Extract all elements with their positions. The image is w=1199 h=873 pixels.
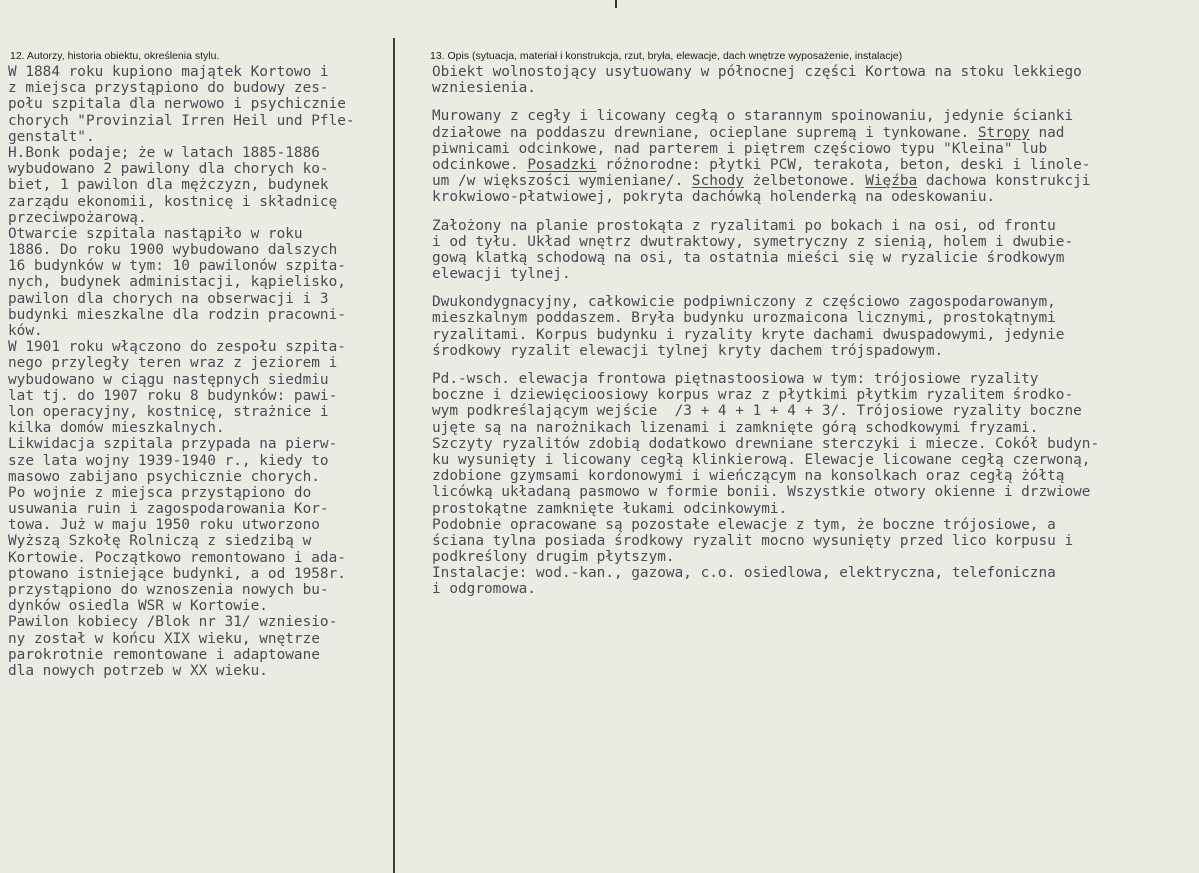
history-line: Po wojnie z miejsca przystąpiono do (8, 484, 312, 501)
history-line: W 1901 roku włączono do zespołu szpita- (8, 339, 346, 356)
description-line: licówką układaną pasmowo w formie bonii. Wszystkie otwory okienne i drzwiowe (432, 484, 1091, 501)
history-line: ny został w końcu XIX wieku, wnętrze (8, 630, 320, 647)
history-line: ków. (8, 323, 43, 339)
paragraph-gap (432, 96, 1192, 108)
history-line: Pawilon kobiecy /Blok nr 31/ wzniesio- (8, 614, 338, 631)
description-line: um /w większości wymieniane/. Schody żelbetonowe. Więźba dachowa konstrukcji (432, 173, 1091, 190)
history-line: H.Bonk podaje; że w latach 1885-1886 (8, 144, 320, 161)
paragraph-gap (432, 359, 1192, 371)
history-line: Likwidacja szpitala przypada na pierw- (8, 436, 338, 453)
history-line: W 1884 roku kupiono majątek Kortowo i (8, 64, 329, 80)
history-line: towa. Już w maju 1950 roku utworzono (8, 517, 320, 534)
description-line: wzniesienia. (432, 80, 536, 97)
description-text (432, 64, 1192, 598)
history-line: wybudowano 2 pawilony dla chorych ko- (8, 161, 329, 178)
description-line: Pd.-wsch. elewacja frontowa piętnastoosiowa w tym: trójosiowe ryzality (432, 371, 1039, 387)
history-line: nego przyległy teren wraz z jeziorem i (8, 355, 338, 372)
paragraph-gap (432, 206, 1192, 218)
history-line: połu szpitala dla nerwowo i psychicznie (8, 96, 346, 113)
description-line: Podobnie opracowane są pozostałe elewacje z tym, że boczne trójosiowe, a (432, 516, 1056, 533)
description-line: gową klatką schodową na osi, ta ostatnia mieści się w ryzalicie środkowym (432, 249, 1065, 266)
history-line: zarządu ekonomii, kostnicę i składnicę (8, 193, 338, 210)
description-line: ku wysunięty i licowany cegłą klinkierową. Elewacje licowane cegłą czerwoną, (432, 451, 1091, 468)
history-line: 1886. Do roku 1900 wybudowano dalszych (8, 242, 338, 259)
description-line: Założony na planie prostokąta z ryzalitami po bokach i na osi, od frontu (432, 217, 1056, 234)
history-line: nych, budynek administacji, kąpielisko, (8, 274, 346, 291)
underlined-term: Stropy (977, 124, 1030, 141)
description-line: piwnicami odcinkowe, nad parterem i piętrem częściowo typu "Kleina" lub (432, 140, 1048, 157)
field-13-header: 13. Opis (sytuacja, materiał i konstrukcja, rzut, bryła, elewacje, dach wnętrze wyposażenie, instalacje) (430, 50, 903, 62)
history-line: Otwarcie szpitala nastąpiło w roku (8, 225, 303, 242)
description-line: krokwiowo-płatwiowej, pokryta dachówką holenderką na odeskowaniu. (432, 189, 996, 206)
history-line: pawilon dla chorych na obserwacji i 3 (8, 290, 329, 307)
history-line: lat tj. do 1907 roku 8 budynków: pawi- (8, 387, 338, 404)
history-line: genstalt". (8, 128, 95, 145)
history-line: kilka domów mieszkalnych. (8, 420, 225, 437)
description-line: Szczyty ryzalitów zdobią dodatkowo drewniane sterczyki i miecze. Cokół budyn- (432, 435, 1100, 452)
history-line: lon operacyjny, kostnicę, strażnice i (8, 403, 329, 420)
underlined-term: Więźba (865, 173, 918, 190)
description-line: Instalacje: wod.-kan., gazowa, c.o. osiedlowa, elektryczna, telefoniczna (432, 565, 1056, 582)
description-line: środkowy ryzalit elewacji tylnej kryty dachem trójspadowym. (432, 342, 944, 359)
description-line: i odgromowa. (432, 581, 536, 598)
history-line: przeciwpożarową. (8, 209, 147, 226)
history-line: chorych "Provinzial Irren Heil und Pfle- (8, 112, 355, 129)
history-line: 16 budynków w tym: 10 pawilonów szpita- (8, 258, 346, 275)
description-line: prostokątne zamknięte łukami odcinkowymi. (432, 500, 788, 517)
field-12-header: 12. Autorzy, historia obiektu, określenia stylu. (10, 50, 220, 62)
history-line: przystąpiono do wznoszenia nowych bu- (8, 582, 329, 598)
description-line: zdobione gzymsami kordonowymi i wieńczącym na konsolkach oraz cegłą żółtą (432, 468, 1065, 485)
history-line: usuwania ruin i zagospodarowania Kor- (8, 501, 329, 518)
history-line: masowo zabijano psychicznie chorych. (8, 468, 320, 485)
description-line: ryzalitami. Korpus budynku i ryzality kryte dachami dwuspadowymi, jedynie (432, 326, 1065, 343)
description-line: elewacji tylnej. (432, 266, 571, 283)
history-line: Wyższą Szkołę Rolniczą z siedzibą w (8, 533, 312, 550)
paragraph-gap (432, 282, 1192, 294)
history-line: budynki mieszkalne dla rodzin pracowni- (8, 306, 346, 323)
description-line: Dwukondygnacyjny, całkowicie podpiwniczony z częściowo zagospodarowanym, (432, 294, 1056, 311)
description-line: boczne i dziewięcioosiowy korpus wraz z płytkimi płytkim ryzalitem środko- (432, 387, 1074, 404)
history-text (8, 64, 392, 679)
underlined-term: Posadzki (527, 156, 597, 173)
history-line: z miejsca przystąpiono do budowy zes- (8, 80, 329, 97)
underlined-term: Schody (691, 173, 744, 190)
column-divider (393, 38, 395, 873)
description-line: odcinkowe. Posadzki różnorodne: płytki PCW, terakota, beton, deski i linole- (432, 156, 1091, 173)
description-line: Murowany z cegły i licowany cegłą o starannym spoinowaniu, jedynie ścianki (432, 108, 1074, 125)
history-line: ptowano istniejące budynki, a od 1958r. (8, 565, 346, 582)
description-line: mieszkalnym poddaszem. Bryła budynku urozmaicona licznymi, prostokątnymi (432, 310, 1056, 327)
description-line: Obiekt wolnostojący usytuowany w północnej części Kortowa na stoku lekkiego (432, 64, 1082, 80)
description-line: działowe na poddaszu drewniane, ocieplane supremą i tynkowane. Stropy nad (432, 124, 1065, 141)
history-line: dla nowych potrzeb w XX wieku. (8, 662, 268, 679)
history-line: Kortowie. Początkowo remontowano i ada- (8, 549, 346, 566)
description-line: i od tyłu. Układ wnętrz dwutraktowy, symetryczny z sienią, holem i dwubie- (432, 233, 1074, 250)
description-line: wym podkreślającym wejście /3 + 4 + 1 + 4 + 3/. Trójosiowe ryzality boczne (432, 403, 1082, 420)
description-line: ujęte są na narożnikach lizenami i zamknięte górą schodkowymi fryzami. (432, 419, 1039, 436)
history-line: wybudowano w ciągu następnych siedmiu (8, 371, 329, 388)
history-line: sze lata wojny 1939-1940 r., kiedy to (8, 452, 329, 469)
history-line: parokrotnie remontowane i adaptowane (8, 646, 320, 663)
top-tick-mark (615, 0, 617, 8)
history-line: dynków osiedla WSR w Kortowie. (8, 598, 268, 615)
history-line: biet, 1 pawilon dla mężczyzn, budynek (8, 177, 329, 194)
description-line: podkreślony drugim płytszym. (432, 549, 675, 566)
description-line: ściana tylna posiada środkowy ryzalit mocno wysunięty przed lico korpusu i (432, 532, 1074, 549)
